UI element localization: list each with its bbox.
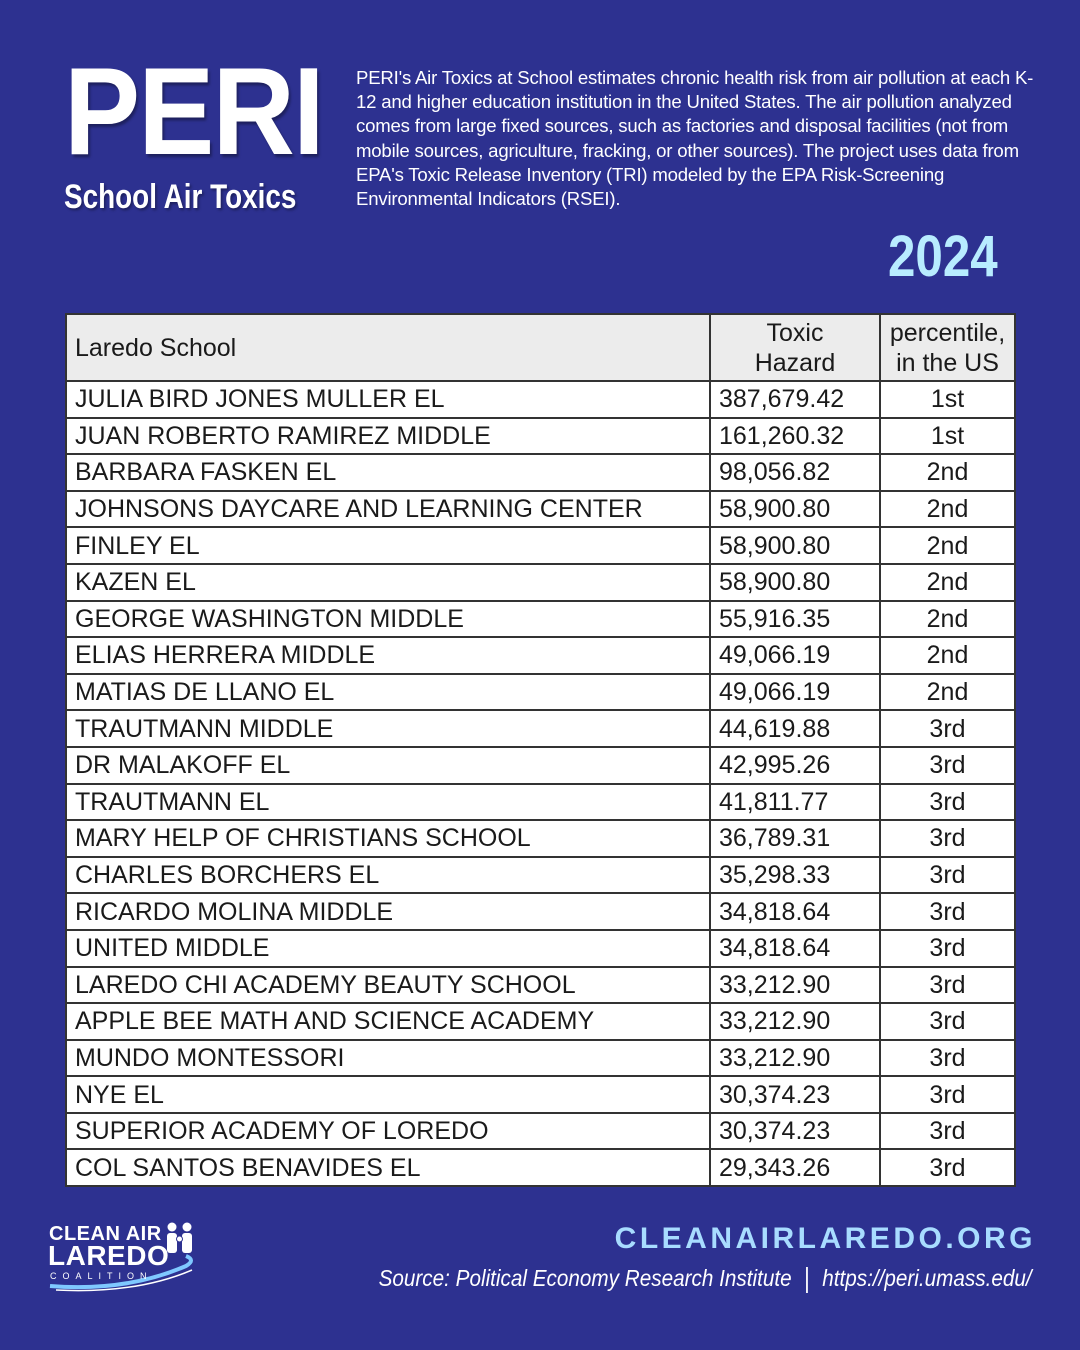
cell-school: TRAUTMANN MIDDLE [66, 710, 710, 747]
cell-percentile: 2nd [880, 674, 1015, 711]
table-row [66, 1003, 1015, 1040]
cell-hazard: 387,679.42 [710, 381, 880, 418]
cell-percentile: 3rd [880, 820, 1015, 857]
cell-percentile: 2nd [880, 601, 1015, 638]
cell-percentile: 3rd [880, 1076, 1015, 1113]
cell-hazard: 36,789.31 [710, 820, 880, 857]
table-row [66, 1040, 1015, 1077]
cell-hazard: 55,916.35 [710, 601, 880, 638]
cell-percentile: 3rd [880, 893, 1015, 930]
cell-hazard: 29,343.26 [710, 1149, 880, 1186]
cell-percentile: 1st [880, 418, 1015, 455]
cell-hazard: 42,995.26 [710, 747, 880, 784]
cell-hazard: 58,900.80 [710, 491, 880, 528]
cell-percentile: 3rd [880, 967, 1015, 1004]
cell-hazard: 33,212.90 [710, 967, 880, 1004]
cell-school: NYE EL [66, 1076, 710, 1113]
table-row [66, 784, 1015, 821]
column-header-hazard [710, 314, 880, 381]
cell-hazard: 34,818.64 [710, 893, 880, 930]
cell-school: BARBARA FASKEN EL [66, 454, 710, 491]
cell-hazard: 30,374.23 [710, 1076, 880, 1113]
column-header-percentile-line2: in the US [896, 348, 999, 377]
cell-school: GEORGE WASHINGTON MIDDLE [66, 601, 710, 638]
cell-school: MATIAS DE LLANO EL [66, 674, 710, 711]
table-row [66, 893, 1015, 930]
cell-percentile: 2nd [880, 527, 1015, 564]
table-row [66, 637, 1015, 674]
cell-percentile: 3rd [880, 1040, 1015, 1077]
cell-percentile: 3rd [880, 930, 1015, 967]
cell-school: SUPERIOR ACADEMY OF LOREDO [66, 1113, 710, 1150]
cell-hazard: 35,298.33 [710, 857, 880, 894]
cell-school: KAZEN EL [66, 564, 710, 601]
cell-hazard: 49,066.19 [710, 674, 880, 711]
column-header-percentile [880, 314, 1015, 381]
cell-school: JULIA BIRD JONES MULLER EL [66, 381, 710, 418]
cell-school: DR MALAKOFF EL [66, 747, 710, 784]
cell-percentile: 3rd [880, 857, 1015, 894]
cell-percentile: 3rd [880, 784, 1015, 821]
cell-percentile: 2nd [880, 564, 1015, 601]
peri-logo-title: PERI [64, 43, 323, 181]
cell-percentile: 3rd [880, 1149, 1015, 1186]
school-hazard-table [65, 313, 1016, 1187]
logo-text-clean-air: CLEAN AIR [49, 1223, 162, 1245]
table-row [66, 1113, 1015, 1150]
cell-school: CHARLES BORCHERS EL [66, 857, 710, 894]
cell-hazard: 44,619.88 [710, 710, 880, 747]
column-header-school: Laredo School [66, 314, 710, 381]
cell-hazard: 34,818.64 [710, 930, 880, 967]
website-link[interactable]: CLEANAIRLAREDO.ORG [614, 1222, 1036, 1255]
table-row [66, 601, 1015, 638]
cell-percentile: 3rd [880, 1003, 1015, 1040]
cell-school: ELIAS HERRERA MIDDLE [66, 637, 710, 674]
divider [806, 1267, 808, 1293]
column-header-hazard-line2: Hazard [754, 348, 836, 377]
cell-hazard: 33,212.90 [710, 1040, 880, 1077]
cell-hazard: 98,056.82 [710, 454, 880, 491]
cell-school: JUAN ROBERTO RAMIREZ MIDDLE [66, 418, 710, 455]
peri-logo-subtitle: School Air Toxics [64, 178, 297, 216]
table-row [66, 1076, 1015, 1113]
cell-school: RICARDO MOLINA MIDDLE [66, 893, 710, 930]
cell-hazard: 33,212.90 [710, 1003, 880, 1040]
cell-percentile: 3rd [880, 710, 1015, 747]
cell-school: UNITED MIDDLE [66, 930, 710, 967]
cell-school: LAREDO CHI ACADEMY BEAUTY SCHOOL [66, 967, 710, 1004]
table-row [66, 1149, 1015, 1186]
cell-percentile: 2nd [880, 491, 1015, 528]
table-row [66, 381, 1015, 418]
source-credit [379, 1264, 1032, 1293]
cell-school: MUNDO MONTESSORI [66, 1040, 710, 1077]
table-row [66, 857, 1015, 894]
cell-hazard: 58,900.80 [710, 527, 880, 564]
table-row [66, 930, 1015, 967]
cell-school: MARY HELP OF CHRISTIANS SCHOOL [66, 820, 710, 857]
year-label: 2024 [888, 224, 998, 289]
table-body [66, 381, 1015, 1186]
table-row [66, 747, 1015, 784]
table-row [66, 527, 1015, 564]
table-row [66, 454, 1015, 491]
cell-hazard: 30,374.23 [710, 1113, 880, 1150]
cell-hazard: 41,811.77 [710, 784, 880, 821]
table-header-row [66, 314, 1015, 381]
cell-school: JOHNSONS DAYCARE AND LEARNING CENTER [66, 491, 710, 528]
table-row [66, 674, 1015, 711]
logo-text-laredo: LAREDO [48, 1240, 170, 1271]
cell-hazard: 161,260.32 [710, 418, 880, 455]
table-row [66, 491, 1015, 528]
intro-description: PERI's Air Toxics at School estimates chronic health risk from air pollution at each K-12 and higher education institution in the United States. The air pollution analyzed comes from large fixed sources, such as factories and disposal facilities (not from mobile sources, agriculture, fracking, or other sources). The project uses data from EPA's Toxic Release Inventory (TRI) modeled by the EPA Risk-Screening Environmental Indicators (RSEI). [356, 67, 1034, 210]
table-row [66, 418, 1015, 455]
cell-hazard: 58,900.80 [710, 564, 880, 601]
table-row [66, 564, 1015, 601]
table-row [66, 967, 1015, 1004]
cell-percentile: 2nd [880, 637, 1015, 674]
cell-school: COL SANTOS BENAVIDES EL [66, 1149, 710, 1186]
cell-percentile: 3rd [880, 1113, 1015, 1150]
source-label: Source: Political Economy Research Institute [378, 1265, 792, 1291]
source-url-link[interactable]: https://peri.umass.edu/ [822, 1265, 1032, 1291]
table-row [66, 710, 1015, 747]
cell-percentile: 2nd [880, 454, 1015, 491]
cell-percentile: 1st [880, 381, 1015, 418]
clean-air-laredo-logo [46, 1222, 206, 1292]
column-header-percentile-line1: percentile, [889, 318, 1006, 347]
cell-percentile: 3rd [880, 747, 1015, 784]
cell-school: FINLEY EL [66, 527, 710, 564]
table-row [66, 820, 1015, 857]
cell-school: TRAUTMANN EL [66, 784, 710, 821]
column-header-hazard-line1: Toxic [766, 318, 824, 347]
logo-text-coalition: COALITION [50, 1271, 153, 1281]
cell-school: APPLE BEE MATH AND SCIENCE ACADEMY [66, 1003, 710, 1040]
cell-hazard: 49,066.19 [710, 637, 880, 674]
